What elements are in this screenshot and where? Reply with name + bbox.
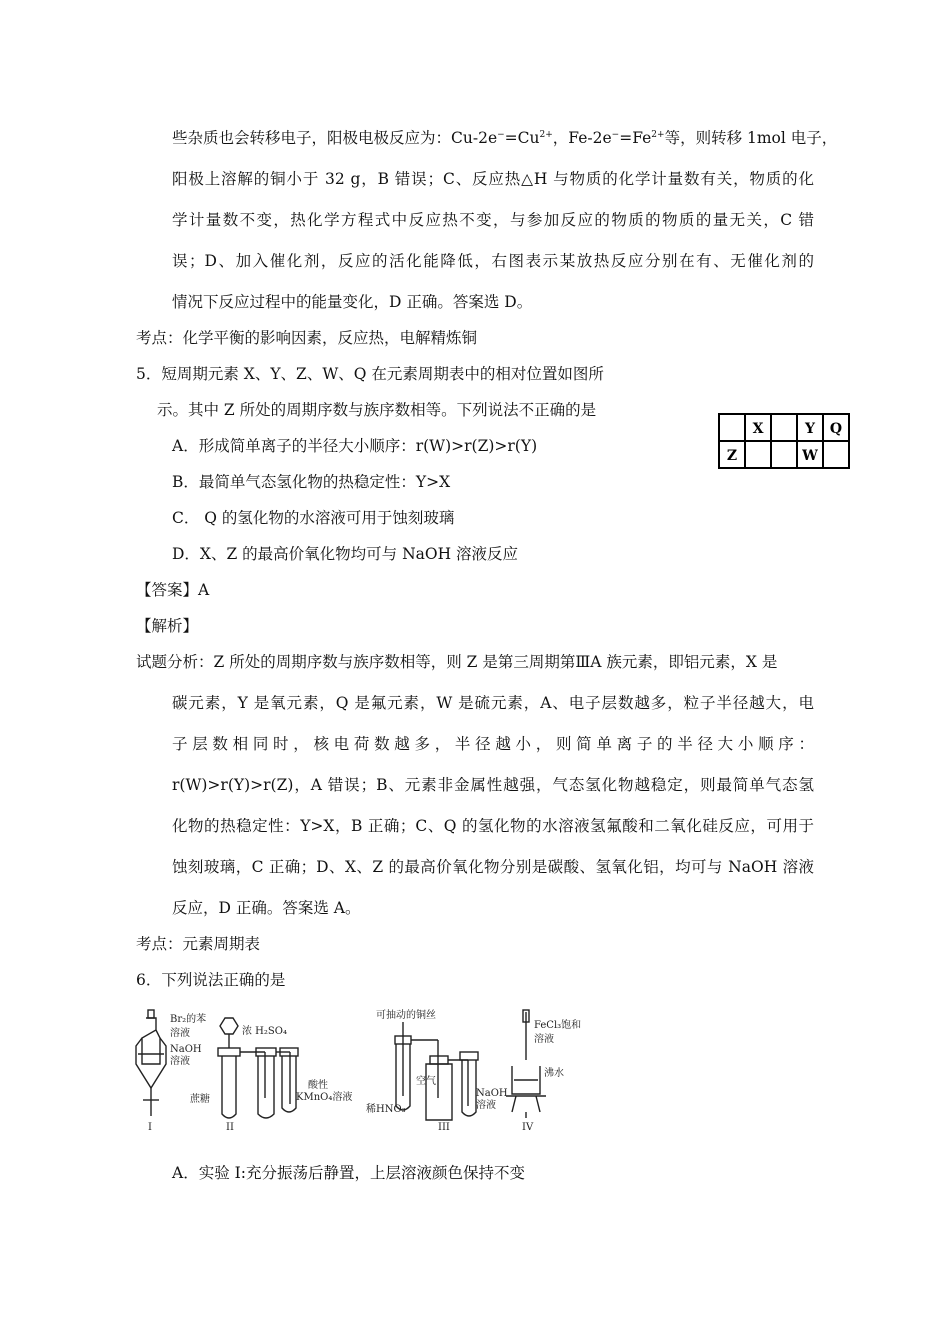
- experiment-apparatus-figure: [130, 1008, 600, 1133]
- analysis-line-6: 蚀刻玻璃，C 正确；D、X、Z 的最高价氧化物分别是碳酸、氢氧化铝，均可与 NaOH 溶液: [172, 858, 814, 876]
- label-apparatus-iv: IV: [522, 1122, 534, 1133]
- text-seg: =Fe: [619, 129, 652, 147]
- q5-option-d: D．X、Z 的最高价氧化物均可与 NaOH 溶液反应: [172, 545, 519, 563]
- analysis-line-1: 试题分析：Z 所处的周期序数与族序数相等，则 Z 是第三周期第ⅢA 族元素，即铝元素，X 是: [136, 653, 778, 671]
- periodic-table-svg: [718, 413, 850, 469]
- label-air: 空气: [416, 1076, 436, 1087]
- label-apparatus-i: I: [148, 1122, 152, 1133]
- label-naoh-iii: NaOH: [476, 1088, 508, 1099]
- prev-line-3: 学计量数不变，热化学方程式中反应热不变，与参加反应的物质的物质的量无关，C 错: [172, 211, 814, 229]
- label-boiling-water: 沸水: [544, 1068, 564, 1079]
- q5-option-b: B．最简单气态氢化物的热稳定性：Y>X: [172, 473, 451, 491]
- apparatus-iii: [395, 1022, 478, 1120]
- cell-y: Y: [805, 421, 815, 437]
- superscript: 2+: [539, 130, 553, 140]
- analysis-line-5: 化物的热稳定性：Y>X，B 正确；C、Q 的氢化物的水溶液氢氟酸和二氧化硅反应，可用于: [172, 817, 814, 835]
- apparatus-i: [136, 1010, 166, 1116]
- q5-option-c: C． Q 的氢化物的水溶液可用于蚀刻玻璃: [172, 509, 455, 527]
- prev-line-4: 误；D、加入催化剂，反应的活化能降低，右图表示某放热反应分别在有、无催化剂的: [172, 252, 814, 270]
- label-br2: Br₂的苯: [170, 1014, 207, 1025]
- prev-line-1: [172, 127, 837, 149]
- superscript: −: [611, 130, 620, 140]
- answer-label: 【答案】A: [136, 581, 210, 599]
- label-sucrose: 蔗糖: [190, 1094, 210, 1105]
- text-seg: ，Fe-2e: [552, 129, 612, 147]
- cell-q: Q: [829, 421, 843, 437]
- text-seg: 些杂质也会转移电子，阳极电极反应为：Cu-2e: [172, 129, 498, 147]
- label-movable-copper-wire: 可抽动的铜丝: [376, 1010, 436, 1021]
- label-naoh-solution: 溶液: [170, 1056, 190, 1067]
- q6-stem: 6．下列说法正确的是: [136, 971, 286, 989]
- q5-stem-2: 示。其中 Z 所处的周期序数与族序数相等。下列说法不正确的是: [157, 401, 597, 419]
- label-fecl3: FeCl₃饱和: [534, 1020, 582, 1031]
- label-apparatus-iii: III: [438, 1122, 450, 1133]
- periodic-table-fragment: [718, 413, 850, 473]
- superscript: −: [497, 130, 505, 140]
- cell-x: X: [752, 421, 764, 437]
- label-kmno4: KMnO₄溶液: [296, 1092, 353, 1103]
- q5-option-a: A．形成简单离子的半径大小顺序：r(W)>r(Z)>r(Y): [172, 437, 538, 455]
- kaodian-2: 考点：元素周期表: [136, 935, 261, 953]
- analysis-label: 【解析】: [136, 617, 199, 635]
- prev-line-5: 情况下反应过程中的能量变化，D 正确。答案选 D。: [172, 293, 533, 311]
- text-seg: =Cu: [504, 129, 540, 147]
- q5-stem-1: 5．短周期元素 X、Y、Z、W、Q 在元素周期表中的相对位置如图所: [136, 365, 604, 383]
- superscript: 2+: [651, 130, 665, 140]
- text-seg: 等，则转移 1mol 电子，: [664, 129, 838, 147]
- analysis-line-7: 反应，D 正确。答案选 A。: [172, 899, 361, 917]
- kaodian-1: 考点：化学平衡的影响因素，反应热，电解精炼铜: [136, 329, 478, 347]
- label-br2-solution: 溶液: [170, 1028, 190, 1039]
- label-naoh: NaOH: [170, 1044, 202, 1055]
- analysis-line-4: r(W)>r(Y)>r(Z)，A 错误；B、元素非金属性越强，气态氢化物越稳定，则最简单气态氢: [172, 776, 814, 794]
- cell-z: Z: [726, 448, 738, 464]
- label-naoh-iii-solution: 溶液: [476, 1100, 496, 1111]
- prev-line-2: 阳极上溶解的铜小于 32 g，B 错误；C、反应热△H 与物质的化学计量数有关，物质的化: [172, 170, 814, 188]
- cell-w: W: [802, 448, 818, 464]
- label-conc-h2so4: 浓 H₂SO₄: [242, 1026, 287, 1037]
- label-fecl3-solution: 溶液: [534, 1034, 554, 1045]
- q6-option-a: A．实验 I:充分振荡后静置，上层溶液颜色保持不变: [172, 1164, 525, 1182]
- label-apparatus-ii: II: [226, 1122, 234, 1133]
- analysis-line-2: 碳元素，Y 是氧元素，Q 是氟元素，W 是硫元素，A、电子层数越多，粒子半径越大，电: [172, 694, 814, 712]
- label-acidic: 酸性: [308, 1080, 328, 1091]
- analysis-line-3: 子层数相同时，核电荷数越多，半径越小，则简单离子的半径大小顺序：: [172, 735, 814, 753]
- label-dilute-hno3: 稀HNO₃: [366, 1104, 406, 1115]
